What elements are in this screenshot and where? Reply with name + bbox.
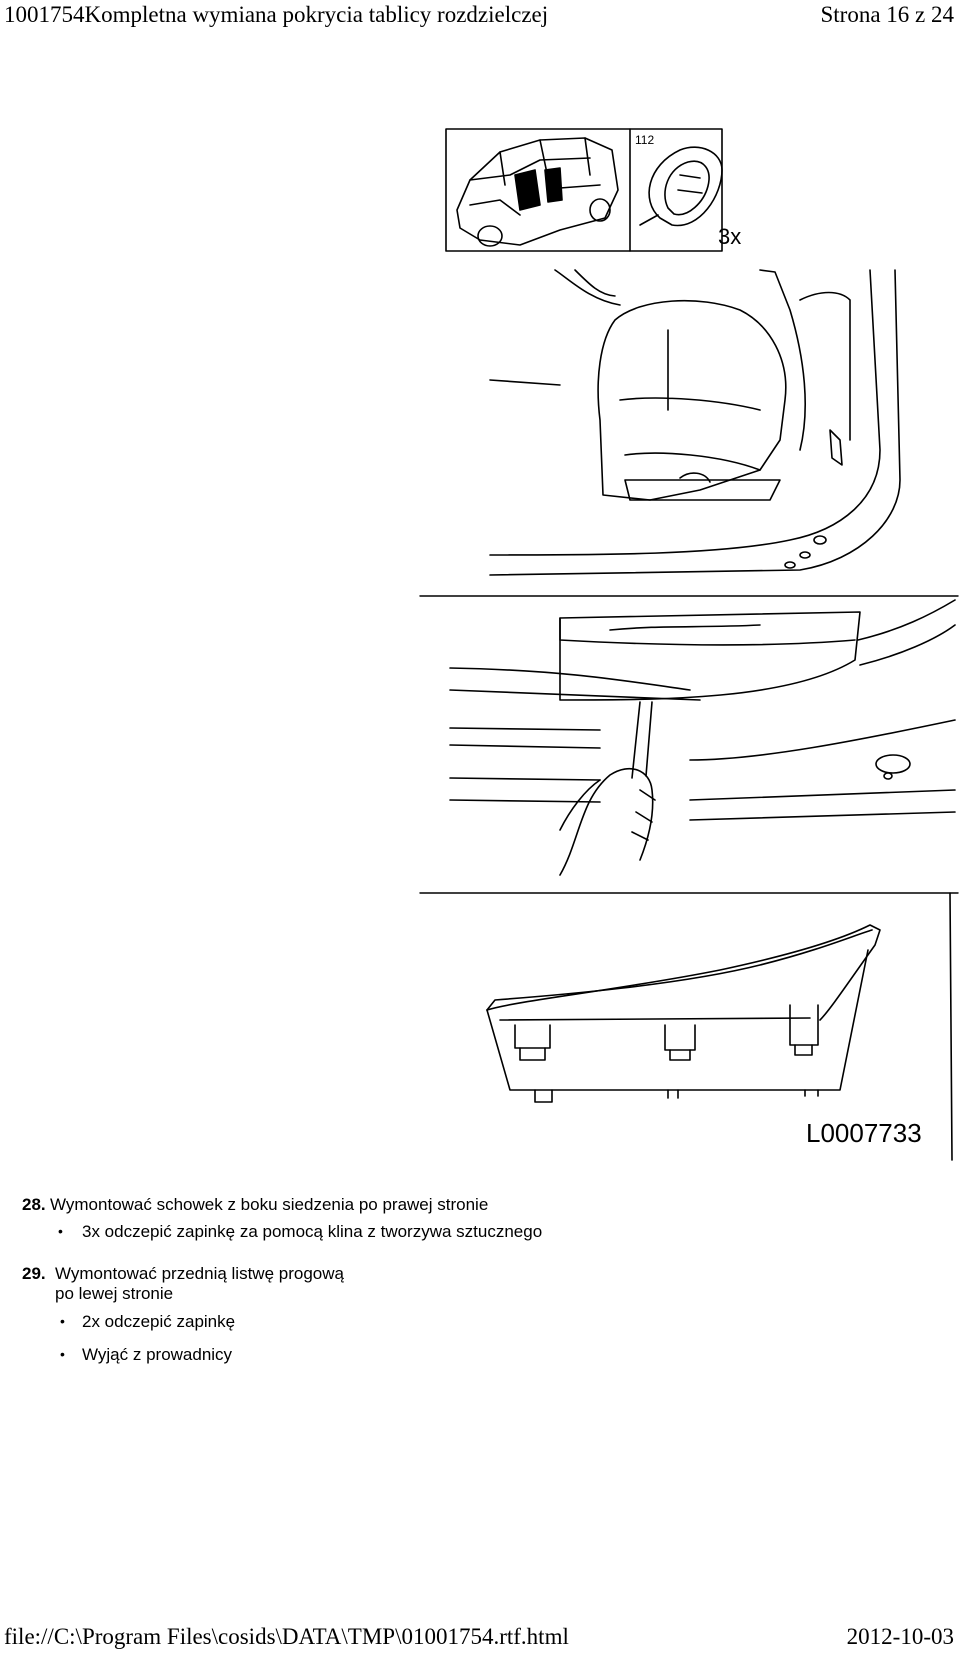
step-bullet: Wyjąć z prowadnicy [82, 1345, 233, 1364]
file-path: file://C:\Program Files\cosids\DATA\TMP\01001754.rtf.html [4, 1624, 569, 1649]
step-bullet: 3x odczepić zapinkę za pomocą klina z tworzywa sztucznego [82, 1222, 543, 1241]
step-number: 29. [22, 1264, 46, 1283]
figure-id: L0007733 [806, 1118, 922, 1148]
step-title: Wymontować schowek z boku siedzenia po prawej stronie [50, 1195, 489, 1214]
step-bullet: 2x odczepić zapinkę [82, 1312, 236, 1331]
step-number: 28. [22, 1195, 46, 1214]
document-title: 1001754Kompletna wymiana pokrycia tablicy rozdzielczej [4, 2, 549, 27]
step-title: Wymontować przednią listwę progową [55, 1264, 344, 1283]
car-thumbnail-icon [457, 138, 618, 246]
page-number: Strona 16 z 24 [820, 2, 954, 27]
callout-number: 112 [635, 133, 655, 147]
bullet-icon: • [60, 1313, 65, 1329]
bullet-icon: • [60, 1346, 65, 1362]
print-date: 2012-10-03 [846, 1624, 954, 1649]
bullet-icon: • [58, 1223, 63, 1239]
callout-count: 3x [718, 224, 742, 249]
seat-illustration [490, 270, 900, 575]
sill-trim-illustration [450, 600, 955, 875]
step-title-continued: po lewej stronie [55, 1284, 174, 1303]
clip-detail-icon [640, 147, 722, 225]
